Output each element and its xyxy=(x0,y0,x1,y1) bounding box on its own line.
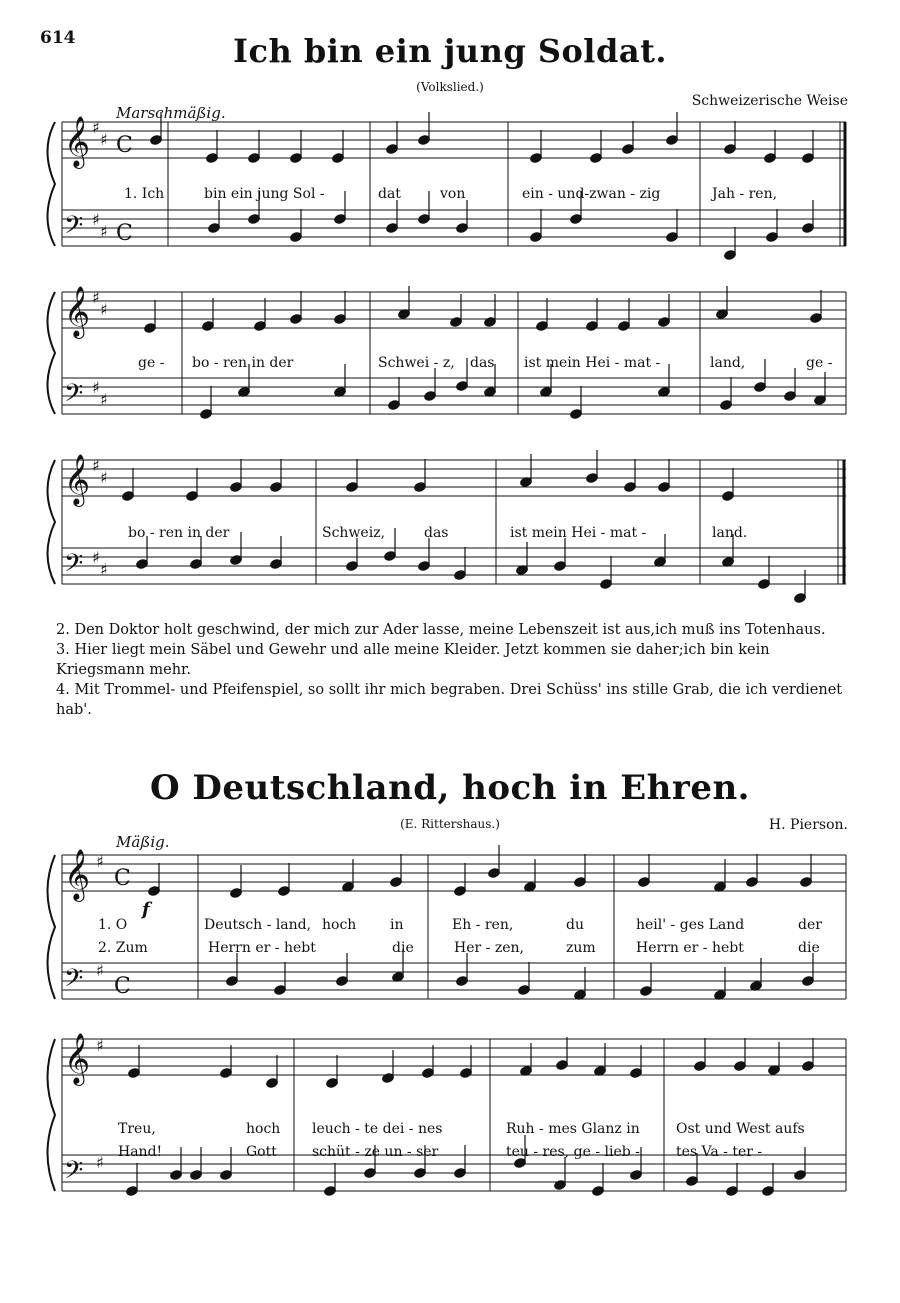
song1-lyric: Schwei - z, xyxy=(378,355,455,371)
sharp-icon: ♯ xyxy=(96,961,104,980)
song2-lyric: in xyxy=(390,917,404,933)
song2-lyric: Ost und West aufs xyxy=(676,1121,805,1137)
song1-lyric: bin ein jung Sol - xyxy=(204,186,325,202)
song1-lyric: ein - und-zwan - zig xyxy=(522,186,661,202)
verse-3: 3. Hier liegt mein Säbel und Gewehr und alle meine Kleider. Jetzt kommen sie daher;ich bin kein Kriegsmann mehr. xyxy=(56,642,770,678)
song2-lyric: heil' - ges Land xyxy=(636,917,745,933)
song2-lyric: teu - res, ge - lieb - xyxy=(506,1144,640,1160)
song1-lyric: 1. Ich xyxy=(124,186,165,202)
song2-lyric: Eh - ren, xyxy=(452,917,514,933)
svg-text:♯: ♯ xyxy=(100,468,108,487)
verse-4: 4. Mit Trommel- und Pfeifenspiel, so sollt ihr mich begraben. Drei Schüss' ins stille Grab, die ich verdienet hab'. xyxy=(56,682,843,718)
song2-lyric: Hand! xyxy=(118,1144,163,1160)
song2-lyric: leuch - te dei - nes xyxy=(312,1121,443,1137)
song2-lyric: zum xyxy=(566,940,596,956)
song2-lyric: hoch xyxy=(322,917,357,933)
song1-lyric: bo - ren in der xyxy=(128,525,230,541)
song1-title: Ich bin ein jung Soldat. xyxy=(233,32,667,70)
song2-lyric: Treu, xyxy=(118,1121,156,1137)
svg-text:♯: ♯ xyxy=(100,390,108,409)
treble-clef-icon: 𝄞 xyxy=(64,454,91,505)
bass-clef-icon: 𝄢 xyxy=(64,1156,84,1191)
svg-text:♯: ♯ xyxy=(100,300,108,319)
song2-lyric: tes Va - ter - xyxy=(676,1144,763,1160)
song1-lyric: bo - ren in der xyxy=(192,355,294,371)
bass-clef-icon: 𝄢 xyxy=(64,211,84,246)
song1-lyric: ge - xyxy=(138,355,165,371)
verse-2: 2. Den Doktor holt geschwind, der mich zur Ader lasse, meine Lebenszeit ist aus,ich muß ins Totenhaus. xyxy=(56,622,826,638)
song1-tempo: Marschmäßig. xyxy=(116,104,226,122)
sharp-icon: ♯ xyxy=(92,210,100,229)
song1-lyric: land, xyxy=(710,355,746,371)
song1-lyric: Schweiz, xyxy=(322,525,386,541)
song2-lyric: Deutsch - land, xyxy=(204,917,312,933)
song2-system-2 xyxy=(48,1039,847,1191)
song2-lyric: Ruh - mes Glanz in xyxy=(506,1121,640,1137)
song2-score xyxy=(0,843,900,1303)
svg-text:♯: ♯ xyxy=(96,1153,104,1172)
sharp-icon: ♯ xyxy=(92,118,100,137)
song1-score xyxy=(0,0,900,610)
song2-source: (E. Rittershaus.) xyxy=(400,817,500,831)
common-time-icon: C xyxy=(116,133,133,158)
svg-text:♯: ♯ xyxy=(92,378,100,397)
svg-text:♯: ♯ xyxy=(92,288,100,307)
treble-clef-icon: 𝄞 xyxy=(64,286,91,337)
song2-lyric: schüt - ze un - ser xyxy=(312,1144,439,1160)
svg-text:♯: ♯ xyxy=(92,548,100,567)
bass-clef-icon: 𝄢 xyxy=(64,964,84,999)
svg-text:♯: ♯ xyxy=(96,1036,104,1055)
song1-source: (Volkslied.) xyxy=(416,80,484,94)
song2-lyric: Gott xyxy=(246,1144,277,1160)
song1-lyric: dat xyxy=(378,186,401,202)
bass-clef-icon: 𝄢 xyxy=(64,379,84,414)
bass-clef-icon: 𝄢 xyxy=(64,549,84,584)
sharp-icon: ♯ xyxy=(100,222,108,241)
song2-lyric: Herrn er - hebt xyxy=(636,940,744,956)
common-time-icon: C xyxy=(114,974,131,999)
svg-text:♯: ♯ xyxy=(100,560,108,579)
sharp-icon: ♯ xyxy=(100,130,108,149)
page-number: 614 xyxy=(40,28,76,48)
svg-text:♯: ♯ xyxy=(92,456,100,475)
treble-clef-icon: 𝄞 xyxy=(64,1033,91,1084)
song2-lyric: du xyxy=(566,917,584,933)
song2-lyric: Herrn er - hebt xyxy=(208,940,316,956)
song1-lyric: von xyxy=(440,186,466,202)
sharp-icon: ♯ xyxy=(96,852,104,871)
dynamic-marking: f xyxy=(142,899,150,920)
song1-lyric: das xyxy=(470,355,495,371)
song1-lyric: land. xyxy=(712,525,748,541)
song2-lyric: die xyxy=(798,940,820,956)
song2-composer: H. Pierson. xyxy=(768,817,848,833)
song2-lyric: 2. Zum xyxy=(98,940,148,956)
song2-lyric: hoch xyxy=(246,1121,281,1137)
song1-lyric: ge - xyxy=(806,355,833,371)
song2-title: O Deutschland, hoch in Ehren. xyxy=(149,768,751,808)
treble-clef-icon: 𝄞 xyxy=(64,849,91,900)
song2-lyric: der xyxy=(798,917,822,933)
treble-clef-icon: 𝄞 xyxy=(64,116,91,167)
song1-verses xyxy=(56,620,856,720)
song2-tempo: Mäßig. xyxy=(116,833,170,851)
song2-lyric: 1. O xyxy=(98,917,128,933)
song1-clefs xyxy=(64,116,133,584)
common-time-icon: C xyxy=(116,221,133,246)
song1-composer: Schweizerische Weise xyxy=(691,93,848,109)
song1-lyric: das xyxy=(424,525,449,541)
song2-lyric: Her - zen, xyxy=(454,940,524,956)
song1-lyric: ist mein Hei - mat - xyxy=(524,355,661,371)
common-time-icon: C xyxy=(114,866,131,891)
song1-lyric: Jah - ren, xyxy=(712,186,778,202)
song2-lyric: die xyxy=(392,940,414,956)
song1-lyric: ist mein Hei - mat - xyxy=(510,525,647,541)
song1-system-1 xyxy=(48,122,847,246)
